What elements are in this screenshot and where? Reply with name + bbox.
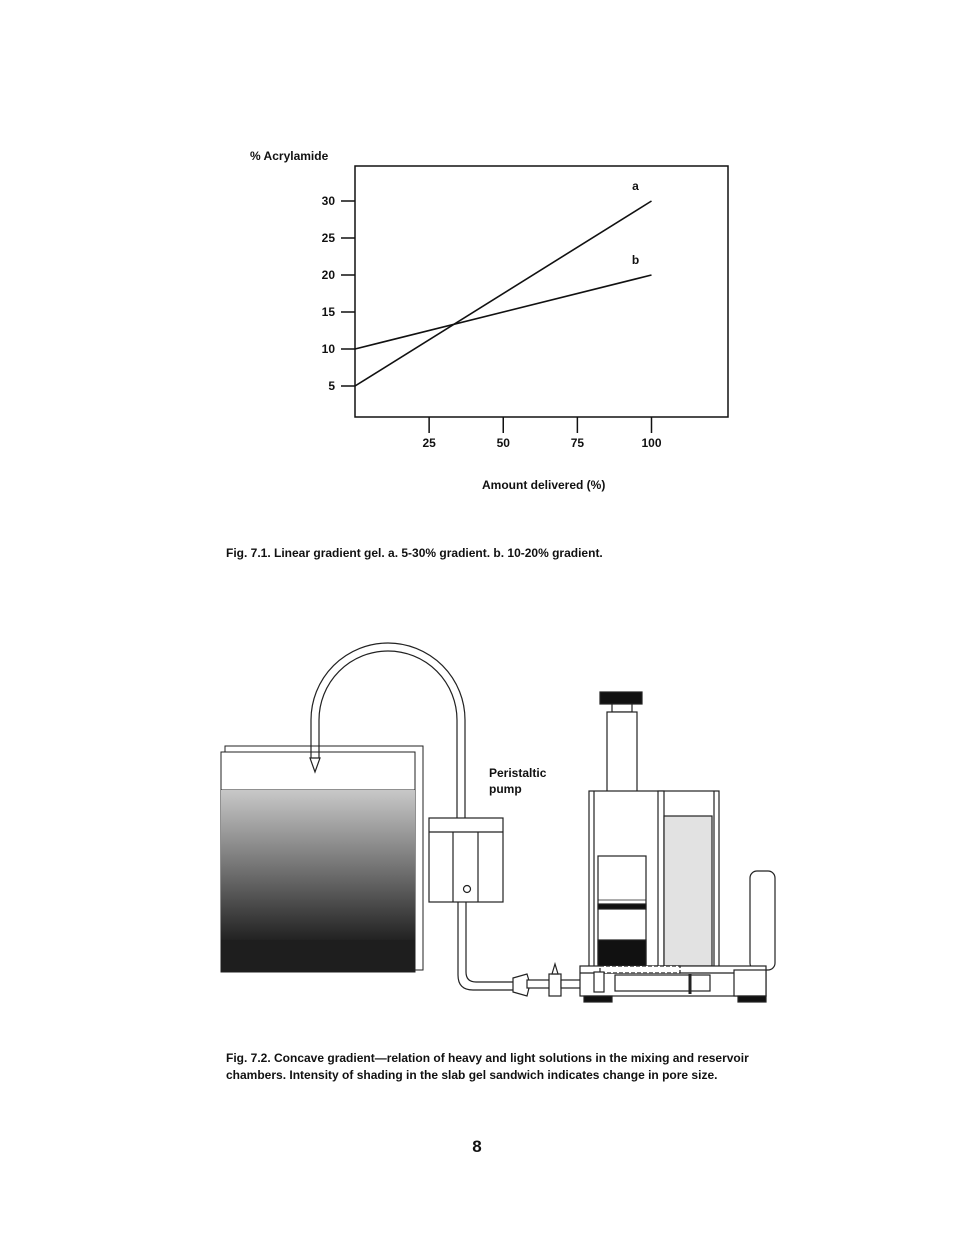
x-tick-label-25: 25 <box>422 436 436 450</box>
y-tick-label-15: 15 <box>321 305 335 319</box>
series-label-a: a <box>632 179 639 193</box>
x-tick-label-50: 50 <box>496 436 510 450</box>
slab-gel-sandwich <box>221 746 423 972</box>
y-tick-label-30: 30 <box>321 194 335 208</box>
y-tick-label-20: 20 <box>321 268 335 282</box>
x-tick-label-75: 75 <box>570 436 585 450</box>
figure-7-1-caption: Fig. 7.1. Linear gradient gel. a. 5-30% gradient. b. 10-20% gradient. <box>226 546 603 560</box>
series-label-b: b <box>631 253 640 267</box>
figure-7-2-caption: Fig. 7.2. Concave gradient—relation of heavy and light solutions in the mixing and reservoir chambers. Intensity of shading in the slab gel sandwich indicates change in pore size. <box>226 1051 749 1082</box>
x-axis-label: Amount delivered (%) <box>482 478 606 492</box>
pump-label-line-2: pump <box>489 782 522 796</box>
pump-label-line-1: Peristaltic <box>489 766 547 780</box>
peristaltic-pump-label <box>489 765 569 797</box>
x-tick-label-100: 100 <box>641 436 662 450</box>
peristaltic-pump <box>429 818 503 902</box>
page-number: 8 <box>472 1137 482 1156</box>
y-tick-label-5: 5 <box>328 379 335 393</box>
y-tick-label-25: 25 <box>321 231 335 245</box>
y-tick-label-10: 10 <box>321 342 335 356</box>
gradient-former <box>580 692 775 1002</box>
y-axis-label: % Acrylamide <box>250 149 329 163</box>
